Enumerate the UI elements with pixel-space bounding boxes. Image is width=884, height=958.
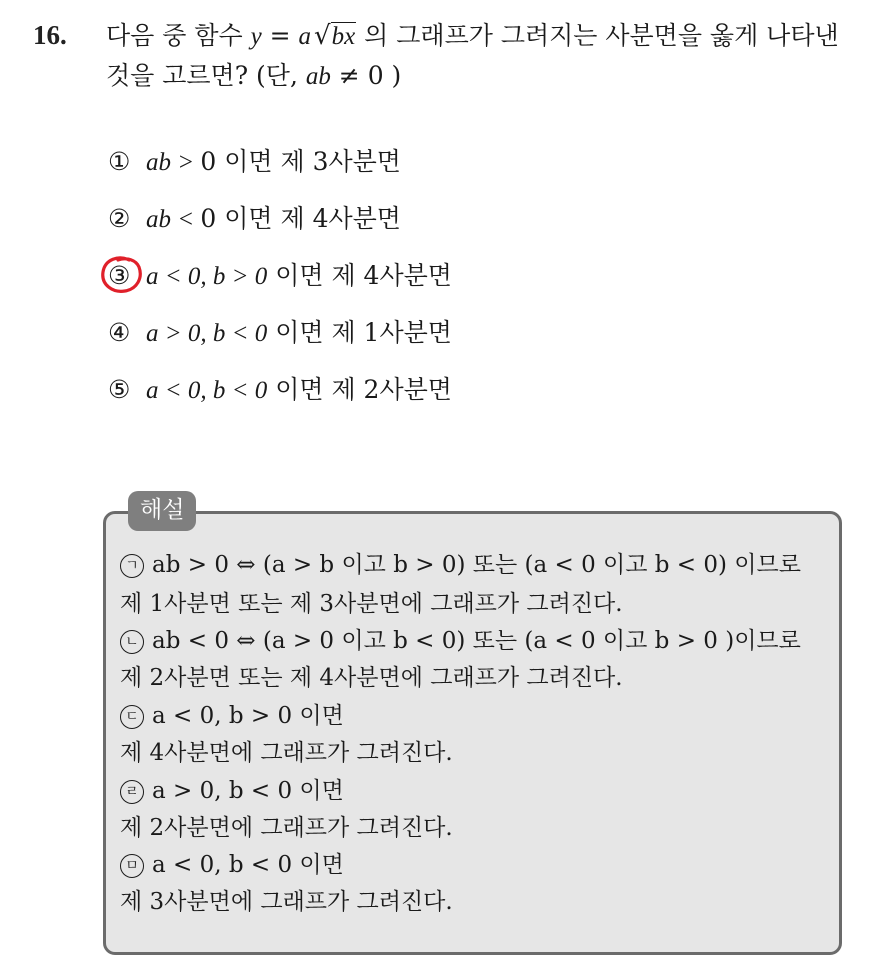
choice-4[interactable] (108, 317, 452, 350)
explanation-text: a < 0, b < 0 이면 (152, 852, 344, 878)
choice-math: ab > (146, 149, 201, 176)
explanation-line (120, 813, 453, 843)
explanation-text: ab > 0 ⇔ (a > b 이고 b > 0) 또는 (a < 0 이고 b < 0) 이므로 (152, 552, 801, 578)
choice-math: a < 0, b < 0 (146, 377, 268, 404)
bullet-mieum-icon: ㅁ (120, 854, 144, 878)
choice-number: ⑤ (108, 375, 131, 404)
explanation-line (120, 850, 344, 880)
bullet-nieun-icon: ㄴ (120, 630, 144, 654)
choice-text: 0 이면 제 3사분면 (200, 147, 401, 176)
choice-text: 이면 제 2사분면 (267, 375, 452, 404)
bullet-giyeok-icon: ㄱ (120, 554, 144, 578)
choice-2[interactable] (108, 203, 401, 236)
choice-number: ③ (108, 261, 131, 290)
explanation-text: a < 0, b > 0 이면 (152, 703, 344, 729)
choice-math: ab < (146, 206, 201, 233)
choice-5[interactable] (108, 374, 452, 407)
explanation-text: 제 4사분면에 그래프가 그려진다. (120, 740, 453, 766)
explanation-tag: 해설 (128, 491, 196, 531)
explanation-line (120, 887, 453, 917)
question-number: 16. (33, 20, 67, 50)
explanation-line (120, 626, 801, 656)
explanation-line (120, 550, 801, 580)
choice-text: 0 이면 제 4사분면 (200, 204, 401, 233)
function-a: a (298, 23, 312, 50)
question-condition-suffix: ≠ 0 ) (330, 61, 402, 90)
choice-1[interactable] (108, 146, 401, 179)
explanation-line (120, 776, 344, 806)
question-text-suffix: 의 그래프가 그려지는 사분면을 옳게 나타낸 (356, 21, 839, 50)
choice-math: a < 0, b > 0 (146, 263, 268, 290)
radical-sign: √ (314, 21, 331, 51)
explanation-text: ab < 0 ⇔ (a > 0 이고 b < 0) 또는 (a < 0 이고 b > 0 )이므로 (152, 628, 801, 654)
question-condition-prefix: 것을 고르면? (단, (106, 61, 306, 90)
choice-math: a > 0, b < 0 (146, 320, 268, 347)
bullet-rieul-icon: ㄹ (120, 780, 144, 804)
red-circle-mark-icon (99, 254, 145, 296)
choice-text: 이면 제 1사분면 (267, 318, 452, 347)
choice-number: ① (108, 147, 131, 176)
explanation-text: 제 3사분면에 그래프가 그려진다. (120, 889, 453, 915)
explanation-text: 제 2사분면 또는 제 4사분면에 그래프가 그려진다. (120, 665, 623, 691)
explanation-text: 제 1사분면 또는 제 3사분면에 그래프가 그려진다. (120, 591, 623, 617)
question-text-line-1 (106, 20, 839, 53)
function-equals: = (261, 21, 299, 50)
choice-3[interactable] (108, 260, 452, 293)
explanation-line (120, 589, 623, 619)
function-y: y (250, 23, 262, 50)
condition-ab: ab (305, 63, 331, 90)
bullet-digeut-icon: ㄷ (120, 705, 144, 729)
square-root (311, 20, 356, 53)
choice-number: ④ (108, 318, 131, 347)
explanation-line (120, 701, 344, 731)
explanation-line (120, 663, 623, 693)
question-text-line-2 (106, 60, 401, 93)
function-radicand: bx (331, 23, 356, 50)
question-text-prefix: 다음 중 함수 (106, 21, 251, 50)
choice-number: ② (108, 204, 131, 233)
explanation-text: a > 0, b < 0 이면 (152, 778, 344, 804)
choice-text: 이면 제 4사분면 (267, 261, 452, 290)
explanation-line (120, 738, 453, 768)
explanation-text: 제 2사분면에 그래프가 그려진다. (120, 815, 453, 841)
